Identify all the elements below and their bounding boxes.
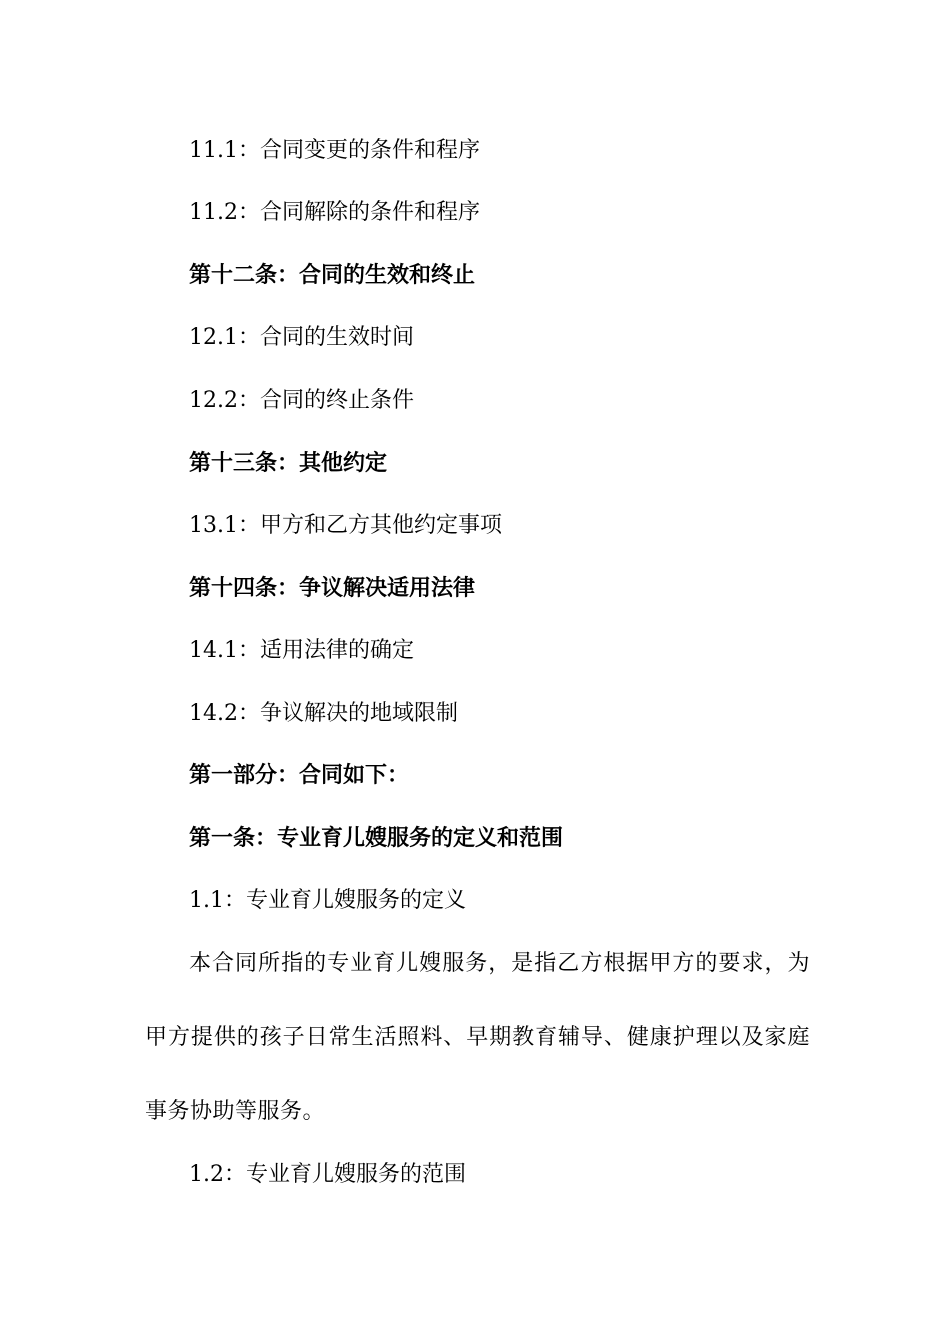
clause-13-1: 13.1：甲方和乙方其他约定事项	[189, 513, 502, 538]
definition-paragraph: 本合同所指的专业育儿嫂服务，是指乙方根据甲方的要求，为甲方提供的孩子日常生活照料、早期教育辅导、健康护理以及家庭事务协助等服务。	[145, 951, 810, 1124]
part-one-heading: 第一部分：合同如下：	[189, 763, 410, 788]
article-13-heading: 第十三条：其他约定	[189, 451, 388, 476]
article-14-heading: 第十四条：争议解决适用法律	[189, 576, 476, 601]
clause-1-1: 1.1：专业育儿嫂服务的定义	[189, 888, 466, 913]
clause-12-2: 12.2：合同的终止条件	[189, 388, 414, 413]
clause-1-2: 1.2：专业育儿嫂服务的范围	[189, 1162, 466, 1187]
clause-14-1: 14.1：适用法律的确定	[189, 638, 414, 663]
article-1-heading: 第一条：专业育儿嫂服务的定义和范围	[189, 826, 564, 851]
clause-12-1: 12.1：合同的生效时间	[189, 325, 414, 350]
article-12-heading: 第十二条：合同的生效和终止	[189, 263, 476, 288]
clause-11-1: 11.1：合同变更的条件和程序	[189, 138, 480, 163]
clause-11-2: 11.2：合同解除的条件和程序	[189, 200, 480, 225]
clause-14-2: 14.2：争议解决的地域限制	[189, 701, 458, 726]
